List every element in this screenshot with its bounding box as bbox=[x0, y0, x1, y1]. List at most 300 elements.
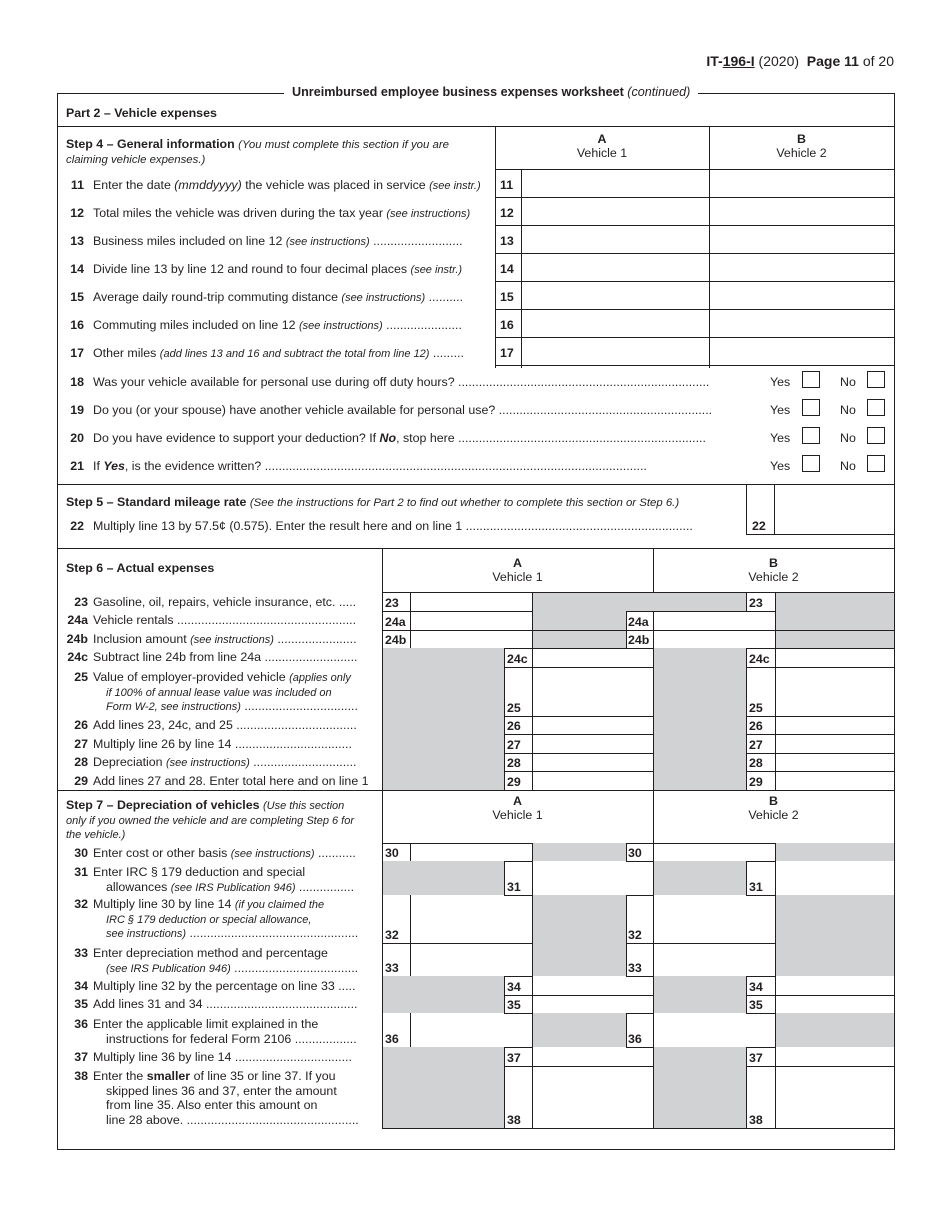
line-13-text bbox=[93, 234, 463, 248]
line-25-vehicle2-input[interactable] bbox=[776, 668, 893, 715]
worksheet-continued: (continued) bbox=[627, 85, 691, 99]
line-28-leader: .............................. bbox=[249, 755, 357, 769]
line-11-box-number: 11 bbox=[500, 178, 514, 192]
line-24b-text-1 bbox=[93, 632, 357, 646]
worksheet-title bbox=[284, 85, 698, 99]
step7-colB-letter: B bbox=[769, 794, 778, 808]
line-29-text: Add lines 27 and 28. Enter total here and on line 1 bbox=[93, 774, 369, 788]
line-27-vehicle2-input[interactable] bbox=[776, 735, 893, 752]
line-36-number: 36 bbox=[74, 1017, 88, 1031]
line-21-question-pre: If bbox=[93, 459, 104, 473]
line-11-text-main: Enter the date bbox=[93, 178, 175, 192]
line-17-leader: ......... bbox=[429, 346, 464, 360]
line-33-vehicle1-input[interactable] bbox=[411, 944, 531, 975]
line-13-vehicle2-input[interactable] bbox=[710, 226, 893, 252]
shaded-cell bbox=[383, 1066, 504, 1128]
line-12-text bbox=[93, 206, 470, 220]
line-18-yes-checkbox[interactable] bbox=[802, 371, 820, 388]
shaded-cell bbox=[383, 1047, 504, 1066]
shaded-cell bbox=[383, 861, 504, 895]
line-26-number: 26 bbox=[74, 718, 88, 732]
line-29-vehicle1-input[interactable] bbox=[533, 772, 652, 789]
page-label: Page bbox=[806, 53, 841, 69]
line-38-text2: skipped lines 36 and 37, enter the amount bbox=[106, 1083, 337, 1098]
line-20-question bbox=[93, 431, 753, 445]
line-26-box-B: 26 bbox=[749, 719, 763, 733]
line-27-box-B: 27 bbox=[749, 738, 763, 752]
line-20-no-checkbox[interactable] bbox=[867, 427, 885, 444]
line-24c-box-A: 24c bbox=[507, 652, 528, 666]
line-38-text-3 bbox=[106, 1098, 317, 1112]
line-15-box-number: 15 bbox=[500, 290, 514, 304]
line-32-note: (if you claimed the bbox=[234, 899, 325, 911]
line-31-text-1 bbox=[93, 865, 305, 879]
line-22-box-bottom bbox=[746, 534, 895, 535]
line-11-note: (see instr.) bbox=[429, 180, 481, 192]
shaded-cell bbox=[776, 895, 894, 943]
step4-note2: claiming vehicle expenses.) bbox=[66, 154, 206, 166]
line-28-text: Depreciation bbox=[93, 755, 167, 769]
line-30-vehicle1-input[interactable] bbox=[411, 844, 531, 860]
line-12-box-number: 12 bbox=[500, 206, 514, 220]
line-28-vehicle1-input[interactable] bbox=[533, 754, 652, 770]
shaded-cell bbox=[776, 843, 894, 861]
step7-note2: only if you owned the vehicle and are completing Step 6 for bbox=[66, 814, 355, 827]
line-15-vehicle2-input[interactable] bbox=[710, 282, 893, 308]
line-24a-box-A: 24a bbox=[385, 615, 406, 629]
line-19-yes-label: Yes bbox=[770, 403, 791, 417]
grid-rule bbox=[775, 843, 776, 861]
line-32-text: Multiply line 30 by line 14 bbox=[93, 897, 235, 911]
line-35-text: Add lines 31 and 34 ............................................ bbox=[93, 997, 358, 1011]
grid-rule bbox=[626, 895, 627, 943]
line-21-question-post: , is the evidence written? ............................................................................................................... bbox=[124, 459, 647, 473]
grid-rule bbox=[746, 648, 747, 790]
line-29-box-B: 29 bbox=[749, 775, 763, 789]
line-30-number: 30 bbox=[74, 846, 88, 860]
line-24c-box-B: 24c bbox=[749, 652, 770, 666]
shaded-cell bbox=[383, 995, 504, 1013]
grid-rule bbox=[746, 861, 747, 895]
line-25-box-A: 25 bbox=[507, 701, 521, 715]
line-36-text: Enter the applicable limit explained in the bbox=[93, 1017, 319, 1031]
grid-rule bbox=[746, 593, 747, 611]
line-17-text-main: Other miles bbox=[93, 346, 160, 360]
line-23-text-1 bbox=[93, 595, 356, 609]
line-35-vehicle2-input[interactable] bbox=[776, 996, 893, 1012]
line-37-box-B: 37 bbox=[749, 1051, 763, 1065]
line-25-vehicle1-input[interactable] bbox=[533, 668, 652, 715]
line-20-question-pre: Do you have evidence to support your deduction? If bbox=[93, 431, 380, 445]
line-30-vehicle2-input[interactable] bbox=[654, 844, 774, 860]
line-32-text2: IRC § 179 deduction or special allowance, bbox=[106, 913, 312, 926]
line-32-box-A: 32 bbox=[385, 928, 399, 942]
grid-rule bbox=[746, 976, 747, 995]
line-38-text-pre: Enter the bbox=[93, 1069, 147, 1083]
form-id: 196-I bbox=[722, 53, 755, 69]
line-14-vehicle2-input[interactable] bbox=[710, 254, 893, 280]
line-11-text-em: (mmddyyyy) bbox=[174, 178, 242, 192]
line-15-text-main: Average daily round-trip commuting distance bbox=[93, 290, 342, 304]
line-24b-vehicle1-input[interactable] bbox=[411, 631, 531, 647]
line-16-text bbox=[93, 318, 462, 332]
line-20-question-em: No bbox=[379, 431, 397, 445]
step4-note1: (You must complete this section if you are bbox=[238, 139, 449, 151]
line-32-text-3 bbox=[106, 926, 358, 940]
line-35-text-1 bbox=[93, 997, 357, 1011]
line-24b-leader: ....................... bbox=[273, 632, 357, 646]
line-12-text-main: Total miles the vehicle was driven during the tax year bbox=[93, 206, 387, 220]
line-38-text-2 bbox=[106, 1084, 337, 1098]
grid-rule bbox=[775, 1013, 776, 1047]
shaded-cell bbox=[654, 995, 746, 1013]
line-29-box-A: 29 bbox=[507, 775, 521, 789]
grid-rule bbox=[532, 1013, 533, 1047]
shaded-cell bbox=[533, 943, 626, 976]
line-15-text bbox=[93, 290, 463, 304]
step4-colA-header bbox=[495, 132, 709, 160]
line-30-box-B: 30 bbox=[628, 846, 642, 860]
grid-rule bbox=[504, 976, 505, 995]
line-21-no-label: No bbox=[840, 459, 856, 473]
line-15-vehicle1-input[interactable] bbox=[522, 282, 708, 308]
line-23-vehicle2-input[interactable] bbox=[776, 594, 893, 610]
step4-colA-label: Vehicle 1 bbox=[576, 146, 628, 160]
line-20-yes-checkbox[interactable] bbox=[802, 427, 820, 444]
line-24a-number: 24a bbox=[67, 613, 88, 627]
step7-colA-header bbox=[382, 794, 653, 822]
line-38-vehicle2-input[interactable] bbox=[776, 1067, 893, 1127]
line-35-box-B: 35 bbox=[749, 998, 763, 1012]
line-36-vehicle1-input[interactable] bbox=[411, 1014, 531, 1046]
line-17-vehicle1-input[interactable] bbox=[522, 338, 708, 364]
line-31-text: Enter IRC § 179 deduction and special bbox=[93, 865, 306, 879]
step7-colA-label: Vehicle 1 bbox=[492, 808, 543, 822]
line-24b-text: Inclusion amount bbox=[93, 632, 191, 646]
line-30-text: Enter cost or other basis bbox=[93, 846, 231, 860]
line-18-question-text: Was your vehicle available for personal use during off duty hours? ......................................................................... bbox=[93, 375, 710, 389]
shaded-cell bbox=[654, 861, 746, 895]
line-38-text-1 bbox=[93, 1069, 335, 1083]
line-32-vehicle2-input[interactable] bbox=[654, 896, 774, 942]
line-33-text2: (see IRS Publication 946) bbox=[106, 962, 231, 975]
line-26-vehicle1-input[interactable] bbox=[533, 717, 652, 733]
line-32-vehicle1-input[interactable] bbox=[411, 896, 531, 942]
grid-rule bbox=[746, 995, 747, 1013]
frame-bottom bbox=[57, 1149, 895, 1150]
line-25-note: (applies only bbox=[289, 672, 351, 684]
line-36-text-1 bbox=[93, 1017, 318, 1031]
step7-colB-header bbox=[653, 794, 894, 822]
form-prefix: IT- bbox=[706, 53, 723, 69]
line-12-vehicle1-input[interactable] bbox=[522, 198, 708, 224]
step6-colA-header bbox=[382, 556, 653, 584]
step67-left-border bbox=[382, 548, 383, 1128]
line-32-text-2 bbox=[106, 912, 311, 926]
line-34-number: 34 bbox=[74, 979, 88, 993]
line-24a-vehicle2-input[interactable] bbox=[654, 612, 774, 629]
shaded-cell bbox=[654, 1066, 746, 1128]
step4-colB-letter: B bbox=[797, 132, 806, 146]
line-36-text-2 bbox=[106, 1032, 357, 1046]
line-38-box-B: 38 bbox=[749, 1113, 763, 1127]
line-16-text-main: Commuting miles included on line 12 bbox=[93, 318, 299, 332]
line-38-text-bold: smaller bbox=[146, 1069, 191, 1083]
line-26-text: Add lines 23, 24c, and 25 ................................... bbox=[93, 718, 357, 732]
line-22-box-left bbox=[746, 484, 747, 535]
line-27-box-A: 27 bbox=[507, 738, 521, 752]
line-33-text-2 bbox=[106, 961, 358, 975]
line-36-vehicle2-input[interactable] bbox=[654, 1014, 774, 1046]
line-19-question bbox=[93, 403, 753, 417]
line-13-vehicle1-input[interactable] bbox=[522, 226, 708, 252]
line-25-box-B: 25 bbox=[749, 701, 763, 715]
line-24b-number: 24b bbox=[66, 632, 88, 646]
line-37-vehicle1-input[interactable] bbox=[533, 1048, 652, 1065]
step5-heading bbox=[66, 495, 679, 509]
line-38-number: 38 bbox=[74, 1069, 88, 1083]
shaded-cell bbox=[383, 648, 504, 790]
line-31-vehicle1-input[interactable] bbox=[533, 862, 652, 894]
line-14-text bbox=[93, 262, 462, 276]
line-11-number: 11 bbox=[70, 178, 84, 192]
grid-rule bbox=[532, 943, 533, 976]
line-11-text-post: the vehicle was placed in service bbox=[241, 178, 430, 192]
line-18-question bbox=[93, 375, 753, 389]
line-36-text2: instructions for federal Form 2106 .................. bbox=[106, 1031, 357, 1046]
shaded-cell bbox=[776, 1013, 894, 1047]
line-18-yes-label: Yes bbox=[770, 375, 791, 389]
line-31-text-2 bbox=[106, 880, 354, 894]
grid-rule bbox=[504, 1128, 654, 1129]
grid-rule bbox=[775, 895, 776, 943]
line-30-note: (see instructions) bbox=[230, 848, 315, 860]
line-34-box-A: 34 bbox=[507, 980, 521, 994]
line-24c-vehicle1-input[interactable] bbox=[533, 649, 652, 666]
grid-rule bbox=[504, 648, 505, 790]
line-22-input[interactable] bbox=[775, 509, 893, 533]
line-29-vehicle2-input[interactable] bbox=[776, 772, 893, 789]
line-21-yes-label: Yes bbox=[770, 459, 791, 473]
line-36-box-B: 36 bbox=[628, 1032, 642, 1046]
line-18-no-label: No bbox=[840, 375, 856, 389]
line-33-leader: .................................... bbox=[230, 960, 359, 975]
line-27-text: Multiply line 26 by line 14 .................................. bbox=[93, 737, 352, 751]
line-11-vehicle2-input[interactable] bbox=[710, 170, 893, 196]
line-13-number: 13 bbox=[70, 234, 84, 248]
line-21-question-em: Yes bbox=[103, 459, 125, 473]
line-25-text2: if 100% of annual lease value was included on bbox=[106, 686, 332, 699]
line-12-number: 12 bbox=[70, 206, 84, 220]
line-24b-box-B: 24b bbox=[628, 633, 650, 647]
line-34-box-B: 34 bbox=[749, 980, 763, 994]
line-28-box-A: 28 bbox=[507, 756, 521, 770]
line-24b-box-A: 24b bbox=[385, 633, 407, 647]
grid-rule bbox=[653, 1128, 747, 1129]
line-20-number: 20 bbox=[70, 431, 84, 445]
line-12-vehicle2-input[interactable] bbox=[710, 198, 893, 224]
line-16-note: (see instructions) bbox=[298, 320, 383, 332]
line-34-text: Multiply line 32 by the percentage on line 33 ..... bbox=[93, 979, 356, 993]
line-25-number: 25 bbox=[74, 670, 88, 684]
shaded-cell bbox=[533, 1013, 626, 1047]
line-38-text-4 bbox=[106, 1113, 359, 1127]
step6-bottom-rule bbox=[57, 790, 895, 791]
line-25-text: Value of employer-provided vehicle bbox=[93, 670, 290, 684]
line-19-no-label: No bbox=[840, 403, 856, 417]
page-number: 11 bbox=[844, 53, 859, 69]
line-25-text3: Form W-2, see instructions) bbox=[106, 701, 241, 713]
line-17-note: (add lines 13 and 16 and subtract the total from line 12) bbox=[159, 348, 430, 360]
grid-rule bbox=[746, 1066, 747, 1128]
line-24c-vehicle2-input[interactable] bbox=[776, 649, 893, 666]
step4-col-left-border bbox=[495, 126, 496, 368]
line-23-vehicle1-input[interactable] bbox=[411, 594, 531, 610]
shaded-cell bbox=[532, 593, 746, 611]
step7-note1: (Use this section bbox=[262, 800, 345, 812]
shaded-cell bbox=[533, 843, 626, 861]
shaded-cell bbox=[533, 895, 626, 943]
grid-rule bbox=[626, 943, 627, 976]
line-31-note: (see IRS Publication 946) bbox=[170, 881, 296, 894]
step4-title: Step 4 – General information bbox=[66, 137, 235, 151]
line-18-no-checkbox[interactable] bbox=[867, 371, 885, 388]
line-19-yes-checkbox[interactable] bbox=[802, 399, 820, 416]
line-26-box-A: 26 bbox=[507, 719, 521, 733]
line-24a-text: Vehicle rentals .................................................... bbox=[93, 613, 357, 627]
line-35-vehicle1-input[interactable] bbox=[533, 996, 652, 1012]
line-14-vehicle1-input[interactable] bbox=[522, 254, 708, 280]
step7-colB-label: Vehicle 2 bbox=[748, 808, 799, 822]
line-33-text: Enter depreciation method and percentage bbox=[93, 946, 328, 960]
line-31-vehicle2-input[interactable] bbox=[776, 862, 893, 894]
line-18-number: 18 bbox=[70, 375, 84, 389]
frame-left bbox=[57, 93, 58, 1150]
grid-rule bbox=[532, 843, 533, 861]
line-33-text-1 bbox=[93, 946, 328, 960]
line-34-vehicle2-input[interactable] bbox=[776, 977, 893, 994]
line-16-vehicle1-input[interactable] bbox=[522, 310, 708, 336]
shaded-cell bbox=[654, 648, 746, 790]
step5-note: (See the instructions for Part 2 to find out whether to complete this section or Step 6.) bbox=[249, 497, 680, 509]
line-24c-number: 24c bbox=[67, 650, 88, 664]
line-37-box-A: 37 bbox=[507, 1051, 521, 1065]
line-13-note: (see instructions) bbox=[285, 236, 370, 248]
part2-title: Part 2 – Vehicle expenses bbox=[66, 106, 217, 120]
line-29-number: 29 bbox=[74, 774, 88, 788]
line-13-leader: .......................... bbox=[369, 234, 463, 248]
line-38-text3: from line 35. Also enter this amount on bbox=[106, 1098, 318, 1112]
line-17-text bbox=[93, 346, 464, 360]
line-17-vehicle2-input[interactable] bbox=[710, 338, 893, 364]
line-24b-vehicle2-input[interactable] bbox=[654, 631, 774, 647]
line-21-no-checkbox[interactable] bbox=[867, 455, 885, 472]
grid-rule bbox=[504, 1066, 505, 1128]
line-19-no-checkbox[interactable] bbox=[867, 399, 885, 416]
line-30-box-A: 30 bbox=[385, 846, 399, 860]
line-28-box-B: 28 bbox=[749, 756, 763, 770]
line-22-text: Multiply line 13 by 57.5¢ (0.575). Enter the result here and on line 1 .................................................................. bbox=[93, 519, 693, 533]
line-33-vehicle2-input[interactable] bbox=[654, 944, 774, 975]
line-36-box-A: 36 bbox=[385, 1032, 399, 1046]
line-37-vehicle2-input[interactable] bbox=[776, 1048, 893, 1065]
line-21-question bbox=[93, 459, 753, 473]
step7-colA-letter: A bbox=[513, 794, 522, 808]
shaded-cell bbox=[654, 976, 746, 995]
step5-bottom-rule bbox=[57, 548, 895, 549]
line-27-vehicle1-input[interactable] bbox=[533, 735, 652, 752]
line-16-leader: ...................... bbox=[382, 318, 462, 332]
line-31-box-B: 31 bbox=[749, 880, 763, 894]
line-14-text-main: Divide line 13 by line 12 and round to four decimal places bbox=[93, 262, 411, 276]
line-25-text-2 bbox=[106, 685, 332, 699]
line-19-question-text: Do you (or your spouse) have another vehicle available for personal use? .............................................................. bbox=[93, 403, 713, 417]
line-30-leader: ........... bbox=[314, 846, 356, 860]
step6-colB-label: Vehicle 2 bbox=[748, 570, 799, 584]
line-17-number: 17 bbox=[70, 346, 84, 360]
line-14-note: (see instr.) bbox=[410, 264, 463, 276]
line-38-vehicle1-input[interactable] bbox=[533, 1067, 652, 1127]
row-rule bbox=[495, 365, 895, 366]
line-13-box-number: 13 bbox=[500, 234, 514, 248]
step6-colA-label: Vehicle 1 bbox=[492, 570, 543, 584]
page-header bbox=[706, 53, 894, 69]
line-28-note: (see instructions) bbox=[166, 757, 250, 769]
step4-colA-letter: A bbox=[597, 132, 607, 146]
line-29-text-1 bbox=[93, 774, 369, 788]
line-15-leader: .......... bbox=[425, 290, 464, 304]
line-25-text-3 bbox=[106, 699, 358, 713]
line-31-number: 31 bbox=[74, 865, 88, 879]
page-of: of 20 bbox=[862, 53, 894, 69]
line-27-number: 27 bbox=[74, 737, 88, 751]
line-28-vehicle2-input[interactable] bbox=[776, 754, 893, 770]
step4-colB-label: Vehicle 2 bbox=[776, 146, 827, 160]
line-33-box-A: 33 bbox=[385, 961, 399, 975]
line-38-box-A: 38 bbox=[507, 1113, 521, 1127]
line-32-text-1 bbox=[93, 897, 324, 911]
step7-title: Step 7 – Depreciation of vehicles bbox=[66, 798, 260, 812]
line-34-vehicle1-input[interactable] bbox=[533, 977, 652, 994]
form-year: (2020) bbox=[758, 53, 800, 69]
line-21-yes-checkbox[interactable] bbox=[802, 455, 820, 472]
line-13-text-main: Business miles included on line 12 bbox=[93, 234, 286, 248]
line-14-box-number: 14 bbox=[500, 262, 514, 276]
line-16-box-number: 16 bbox=[500, 318, 514, 332]
line-23-box-B: 23 bbox=[749, 596, 763, 610]
step6-colA-letter: A bbox=[513, 556, 522, 570]
shaded-cell bbox=[654, 1047, 746, 1066]
line-31-text2: allowances bbox=[106, 879, 171, 894]
line-35-box-A: 35 bbox=[507, 998, 521, 1012]
grid-rule bbox=[626, 843, 627, 861]
line-11-vehicle1-input[interactable] bbox=[522, 170, 708, 196]
grid-rule bbox=[504, 995, 505, 1013]
grid-rule bbox=[746, 1047, 747, 1066]
line-27-text-1 bbox=[93, 737, 352, 751]
line-22-number: 22 bbox=[70, 519, 84, 533]
line-26-vehicle2-input[interactable] bbox=[776, 717, 893, 733]
line-26-text-1 bbox=[93, 718, 357, 732]
shaded-cell bbox=[776, 943, 894, 976]
line-37-text-1 bbox=[93, 1050, 352, 1064]
line-15-note: (see instructions) bbox=[341, 292, 426, 304]
line-24a-vehicle1-input[interactable] bbox=[411, 612, 531, 629]
step7-note3: the vehicle.) bbox=[66, 829, 126, 841]
step6-colB-letter: B bbox=[769, 556, 778, 570]
line-16-vehicle2-input[interactable] bbox=[710, 310, 893, 336]
grid-rule bbox=[382, 1128, 505, 1129]
